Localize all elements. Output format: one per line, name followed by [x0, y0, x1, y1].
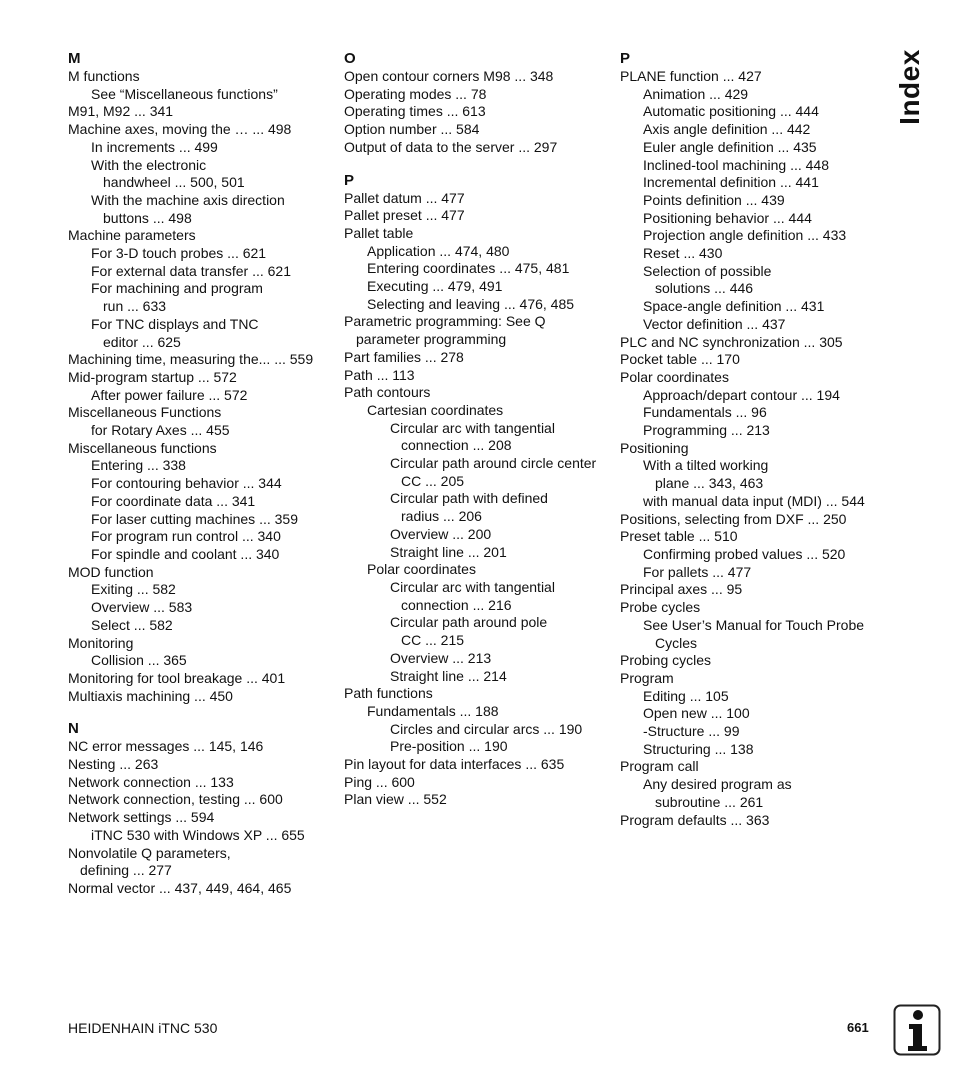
index-subentry: Any desired program as [643, 776, 792, 793]
index-subentry: For spindle and coolant ... 340 [91, 545, 280, 562]
index-subentry: Points definition ... 439 [643, 191, 785, 208]
index-subentry: Circular path around circle center [390, 455, 597, 472]
index-entry: Plan view ... 552 [344, 791, 447, 808]
index-entry: M functions [68, 68, 140, 84]
index-entry: Miscellaneous functions [68, 439, 217, 456]
index-entry: Open contour corners M98 ... 348 [344, 68, 554, 84]
index-subentry: After power failure ... 572 [91, 386, 248, 403]
index-subentry: Overview ... 583 [91, 599, 193, 616]
index-subentry: Straight line ... 214 [390, 667, 507, 684]
index-entry: PLC and NC synchronization ... 305 [620, 333, 843, 350]
index-subentry: For coordinate data ... 341 [91, 492, 256, 509]
index-entry-continuation: solutions ... 446 [655, 280, 754, 297]
index-subentry: Circular path with defined [390, 490, 548, 507]
index-entry: Pin layout for data interfaces ... 635 [344, 756, 565, 773]
index-letter-heading: M [68, 50, 81, 67]
index-entry: Network connection, testing ... 600 [68, 791, 283, 808]
index-entry: MOD function [68, 563, 154, 580]
index-subentry: Euler angle definition ... 435 [643, 138, 817, 155]
index-subentry: Automatic positioning ... 444 [643, 103, 819, 120]
index-entry: Positions, selecting from DXF ... 250 [620, 510, 847, 527]
index-subentry: Overview ... 200 [390, 525, 492, 542]
index-subentry: Select ... 582 [91, 616, 173, 633]
index-side-tab [888, 49, 932, 125]
index-title: Index [894, 49, 926, 125]
index-entry-continuation: buttons ... 498 [103, 209, 192, 226]
index-entry: Program [620, 669, 674, 686]
index-entry: Machine axes, moving the … ... 498 [68, 121, 292, 138]
info-icon [893, 1004, 941, 1056]
index-subentry: Application ... 474, 480 [367, 242, 510, 259]
index-entry-continuation: parameter programming [356, 331, 507, 348]
index-entry-continuation: run ... 633 [103, 298, 167, 315]
index-subentry: Circular arc with tangential [390, 578, 555, 595]
index-entry: PLANE function ... 427 [620, 68, 762, 84]
index-subentry: For contouring behavior ... 344 [91, 475, 282, 492]
index-subentry: with manual data input (MDI) ... 544 [643, 492, 865, 509]
index-subentry: With the machine axis direction [91, 191, 285, 208]
index-entry: Network settings ... 594 [68, 809, 215, 826]
index-subentry: See User’s Manual for Touch Probe [643, 616, 865, 633]
index-subentry: Entering ... 338 [91, 457, 186, 474]
index-subentry: Polar coordinates [367, 561, 476, 578]
index-entry-continuation: handwheel ... 500, 501 [103, 174, 245, 191]
index-entry: Path ... 113 [344, 366, 415, 383]
index-entry: Probing cycles [620, 652, 712, 669]
index-entry-continuation: CC ... 205 [401, 472, 465, 489]
index-entry: Pallet datum ... 477 [344, 189, 465, 206]
index-subentry: Fundamentals ... 188 [367, 702, 499, 719]
index-entry: Parametric programming: See Q [344, 313, 546, 330]
index-entry: Normal vector ... 437, 449, 464, 465 [68, 879, 292, 896]
index-subentry: Programming ... 213 [643, 422, 770, 439]
index-entry: Principal axes ... 95 [620, 581, 743, 598]
index-subentry: Open new ... 100 [643, 705, 750, 722]
index-subentry: Approach/depart contour ... 194 [643, 386, 840, 403]
index-entry: Pallet preset ... 477 [344, 207, 465, 224]
index-subentry: For TNC displays and TNC [91, 315, 259, 332]
index-column-3 [620, 50, 882, 829]
index-subentry: For machining and program [91, 280, 263, 297]
index-entry-continuation: Cycles [655, 634, 698, 651]
index-subentry: Inclined-tool machining ... 448 [643, 156, 829, 173]
index-entry: Pocket table ... 170 [620, 351, 740, 368]
index-entry: Machining time, measuring the... ... 559 [68, 351, 314, 368]
index-entry: Monitoring for tool breakage ... 401 [68, 669, 286, 686]
index-subentry: Circles and circular arcs ... 190 [390, 720, 583, 737]
index-entry: Machine parameters [68, 227, 196, 244]
index-letter-heading: N [68, 720, 79, 738]
index-entry: Ping ... 600 [344, 773, 415, 790]
index-entry: Nesting ... 263 [68, 756, 159, 773]
index-entry: Preset table ... 510 [620, 528, 738, 545]
index-subentry: Incremental definition ... 441 [643, 174, 819, 191]
index-subentry: For 3-D touch probes ... 621 [91, 245, 267, 262]
index-entry: Part families ... 278 [344, 348, 464, 365]
index-entry-continuation: defining ... 277 [80, 862, 172, 879]
index-entry: Option number ... 584 [344, 121, 480, 138]
index-entry: Operating times ... 613 [344, 103, 486, 120]
index-entry-continuation: radius ... 206 [401, 508, 482, 525]
index-subentry: -Structure ... 99 [643, 723, 740, 740]
index-entry: Pallet table [344, 224, 414, 241]
index-subentry: For pallets ... 477 [643, 563, 752, 580]
index-subentry: Axis angle definition ... 442 [643, 121, 811, 138]
index-subentry: With a tilted working [643, 457, 769, 474]
index-subentry: Straight line ... 201 [390, 543, 507, 560]
index-subentry: Confirming probed values ... 520 [643, 545, 846, 562]
index-entry-continuation: subroutine ... 261 [655, 793, 764, 810]
index-subentry: Overview ... 213 [390, 649, 492, 666]
index-column-1 [68, 50, 330, 898]
index-subentry: Selection of possible [643, 262, 772, 279]
index-entry-continuation: CC ... 215 [401, 632, 465, 649]
index-entry: Nonvolatile Q parameters, [68, 844, 231, 861]
index-entry-continuation: connection ... 208 [401, 437, 512, 454]
index-subentry: Fundamentals ... 96 [643, 404, 767, 421]
index-entry: Multiaxis machining ... 450 [68, 687, 233, 704]
index-letter-heading: P [344, 171, 355, 189]
index-entry: Output of data to the server ... 297 [344, 138, 558, 155]
index-subentry: With the electronic [91, 156, 207, 173]
index-entry: Probe cycles [620, 599, 701, 616]
index-subentry: Animation ... 429 [643, 85, 749, 102]
index-subentry: Pre-position ... 190 [390, 738, 508, 755]
index-entry-continuation: plane ... 343, 463 [655, 475, 764, 492]
index-subentry: Vector definition ... 437 [643, 315, 786, 332]
index-subentry: Positioning behavior ... 444 [643, 209, 812, 226]
index-subentry: Exiting ... 582 [91, 581, 176, 598]
index-subentry: Circular arc with tangential [390, 419, 555, 436]
index-subentry: In increments ... 499 [91, 138, 218, 155]
index-entry: Miscellaneous Functions [68, 404, 222, 421]
index-subentry: For external data transfer ... 621 [91, 262, 291, 279]
index-column-2 [344, 50, 606, 809]
index-subentry: Space-angle definition ... 431 [643, 298, 825, 315]
index-subentry: Circular path around pole [390, 614, 548, 631]
index-entry: Mid-program startup ... 572 [68, 368, 237, 385]
index-entry: M91, M92 ... 341 [68, 103, 174, 120]
footer-manual-name: HEIDENHAIN iTNC 530 [68, 1020, 218, 1036]
index-entry-continuation: editor ... 625 [103, 333, 181, 350]
index-subentry: For laser cutting machines ... 359 [91, 510, 298, 527]
index-subentry: See “Miscellaneous functions” [91, 85, 278, 102]
index-entry: Polar coordinates [620, 368, 729, 385]
index-letter-heading: O [344, 50, 356, 67]
index-subentry: Projection angle definition ... 433 [643, 227, 847, 244]
index-entry: Program defaults ... 363 [620, 811, 770, 828]
index-subentry: Reset ... 430 [643, 245, 723, 262]
page-number: 661 [847, 1020, 869, 1035]
index-subentry: Selecting and leaving ... 476, 485 [367, 295, 575, 312]
index-entry: Monitoring [68, 634, 134, 651]
index-letter-heading: P [620, 50, 631, 67]
index-entry: Network connection ... 133 [68, 773, 234, 790]
index-entry: NC error messages ... 145, 146 [68, 738, 264, 755]
index-subentry: Structuring ... 138 [643, 740, 754, 757]
index-entry: Program call [620, 758, 699, 775]
index-subentry: iTNC 530 with Windows XP ... 655 [91, 826, 305, 843]
index-subentry: Collision ... 365 [91, 652, 187, 669]
index-entry: Positioning [620, 439, 689, 456]
index-entry: Operating modes ... 78 [344, 85, 487, 102]
index-entry: Path contours [344, 384, 431, 401]
index-entry: Path functions [344, 685, 433, 702]
index-entry-continuation: connection ... 216 [401, 596, 512, 613]
index-subentry: Entering coordinates ... 475, 481 [367, 260, 570, 277]
index-subentry: Cartesian coordinates [367, 401, 504, 418]
index-subentry: Executing ... 479, 491 [367, 278, 503, 295]
index-subentry: Editing ... 105 [643, 687, 729, 704]
index-subentry: for Rotary Axes ... 455 [91, 422, 230, 439]
index-subentry: For program run control ... 340 [91, 528, 281, 545]
